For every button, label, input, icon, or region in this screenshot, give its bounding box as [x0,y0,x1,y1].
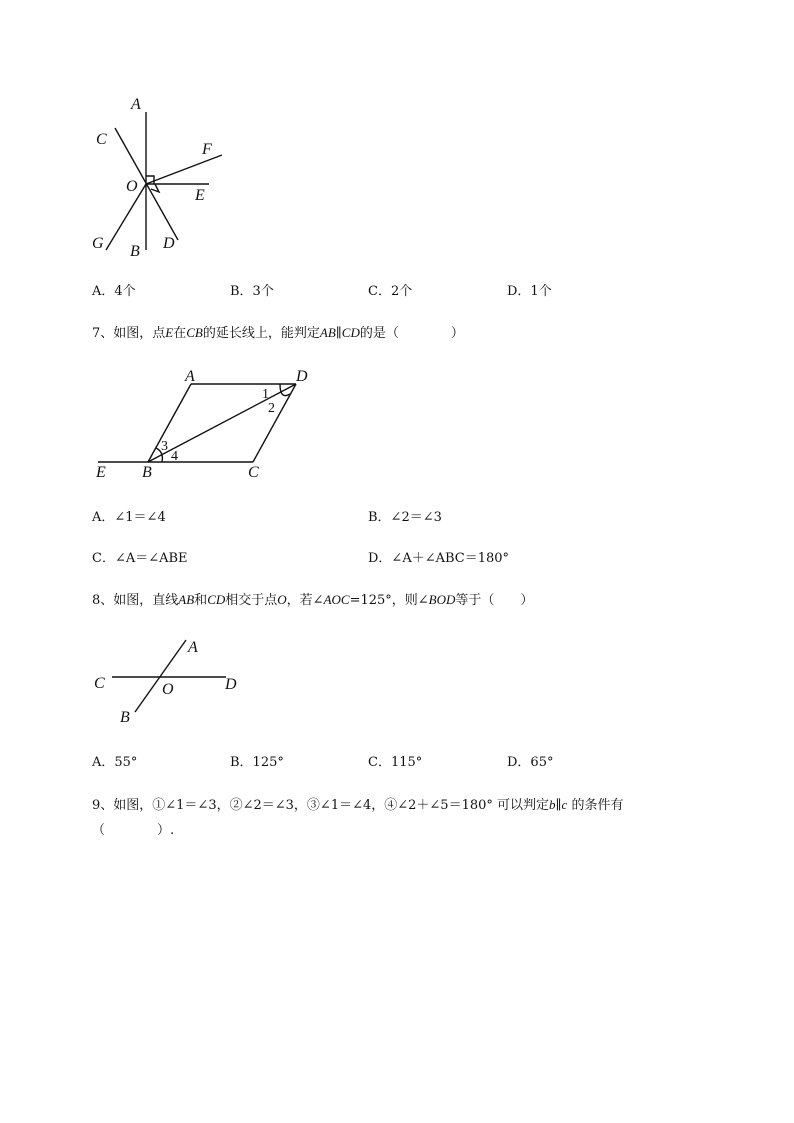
q7-segment-cd: CD [341,325,360,340]
q8-option-c[interactable]: C．115° [368,755,423,770]
q7-text-4: 的是（ ） [359,326,464,341]
label-D: D [163,235,175,252]
label-D: D [225,676,237,693]
q9-stem [92,795,623,816]
q9-line-c: c [561,797,568,812]
q7-option-d[interactable]: D．∠A＋∠ABC＝180° [368,551,510,566]
q7-text-1: 7、如图，点 [92,326,166,341]
q8-text-5: =125°，则∠ [349,593,429,608]
q8-angle-aoc: AOC [323,592,350,607]
q8-text-1: 8、如图，直线 [92,593,179,608]
label-E: E [195,187,205,204]
q8-text-2: 和 [194,593,208,608]
label-A: A [131,96,141,113]
right-angle-mark-2 [151,184,159,192]
q8-option-a[interactable]: A．55° [92,755,138,770]
q8-figure [92,636,252,731]
line-OF [146,155,222,184]
q8-point-o: O [277,592,287,607]
q7-text-2: 在 [173,326,187,341]
label-angle-2: 2 [268,401,275,416]
label-F: F [202,141,212,158]
q8-text-3: 相交于点 [225,593,278,608]
q8-stem [92,590,533,611]
q8-angle-bod: BOD [428,592,456,607]
label-C: C [96,131,107,148]
q6-option-a[interactable]: A．4个 [92,284,136,299]
label-angle-4: 4 [171,449,178,464]
label-O: O [126,178,138,195]
q7-figure-svg [92,364,308,484]
q7-option-b[interactable]: B．∠2＝∠3 [368,510,442,525]
label-C: C [94,675,105,692]
q7-figure [92,364,308,484]
q8-line-cd: CD [207,592,226,607]
q7-segment-ab: AB [319,325,336,340]
label-E: E [96,464,106,481]
label-O: O [162,681,174,698]
label-A: A [185,368,195,385]
q6-figure-svg [88,92,238,262]
q6-option-b[interactable]: B．3个 [230,284,274,299]
q9-answer-blank: （ ）. [92,823,175,838]
label-B: B [130,243,140,260]
label-A: A [188,639,198,656]
q7-stem [92,323,464,344]
line-AB [135,640,186,712]
q6-figure [88,92,238,262]
label-D: D [296,368,308,385]
label-C: C [248,464,259,481]
q8-line-ab: AB [178,592,195,607]
q7-parallel: ∥ [335,326,342,341]
q7-option-c[interactable]: C．∠A＝∠ABE [92,551,188,566]
q7-segment-cb: CB [186,325,203,340]
q6-option-c[interactable]: C．2个 [368,284,413,299]
q9-text-1: 9、如图，①∠1＝∠3，②∠2＝∠3，③∠1＝∠4，④∠2＋∠5＝180° 可以判定 [92,798,550,813]
q6-option-d[interactable]: D．1个 [507,284,552,299]
q8-option-b[interactable]: B．125° [230,755,284,770]
q8-text-4: ，若∠ [286,593,324,608]
q9-line-b: b [549,797,556,812]
label-B: B [142,464,152,481]
label-angle-3: 3 [161,439,168,454]
q8-option-d[interactable]: D．65° [507,755,554,770]
q7-text-3: 的延长线上，能判定 [202,326,320,341]
label-angle-1: 1 [262,387,269,402]
q8-text-6: 等于（ ） [455,593,534,608]
label-G: G [92,235,104,252]
q8-figure-svg [92,636,252,731]
q7-option-a[interactable]: A．∠1＝∠4 [92,510,166,525]
label-B: B [120,709,130,726]
q9-parallel: ∥ [555,798,562,813]
q9-text-2: 的条件有 [567,798,624,813]
q7-point-e: E [165,325,174,340]
